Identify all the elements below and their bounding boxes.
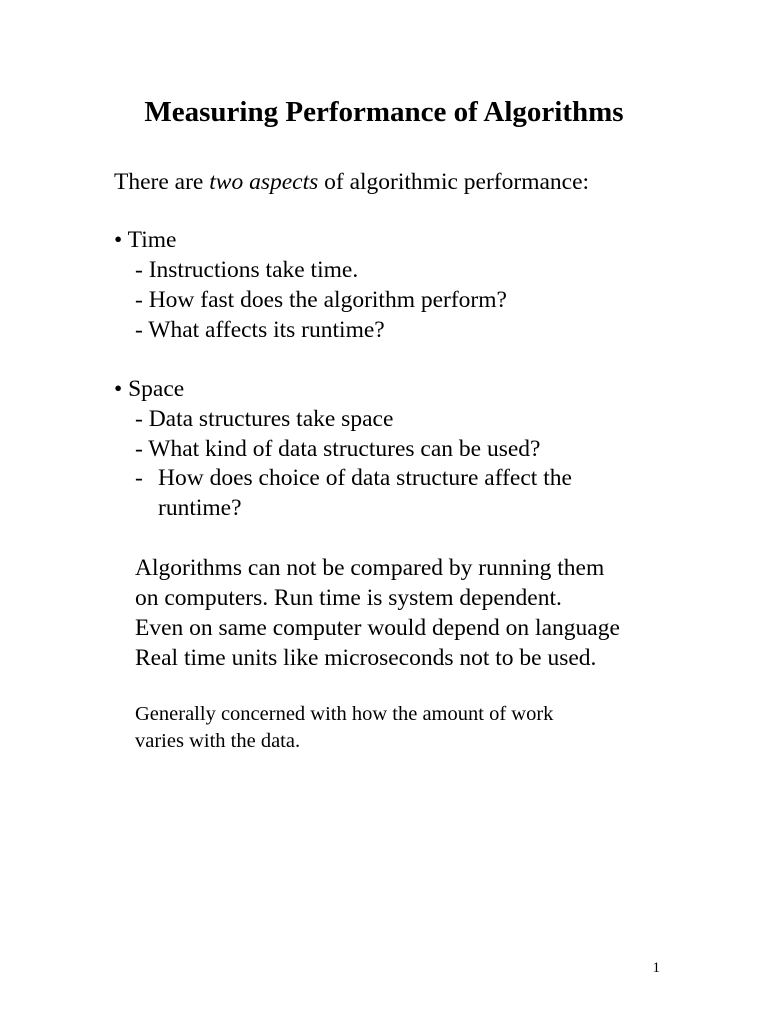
space-item-last xyxy=(135,463,572,493)
space-item-dash: - xyxy=(135,465,143,491)
time-item: - How fast does the algorithm perform? xyxy=(135,287,507,313)
space-item: - Data structures take space xyxy=(135,406,394,432)
intro-text-after: of algorithmic performance: xyxy=(318,169,590,195)
space-item-last-line1: How does choice of data structure affect the xyxy=(158,465,572,491)
intro-emphasis: two aspects xyxy=(209,169,319,195)
bullet-time-heading: • Time xyxy=(114,227,177,253)
paragraph-line: Even on same computer would depend on language xyxy=(135,615,620,641)
paragraph-line: Algorithms can not be compared by running them xyxy=(135,555,605,581)
intro-text-before: There are xyxy=(114,169,210,195)
time-item: - Instructions take time. xyxy=(135,257,359,283)
paragraph-line: Real time units like microseconds not to be used. xyxy=(135,645,597,671)
intro-sentence xyxy=(114,167,589,197)
space-item-last-line2: runtime? xyxy=(158,495,242,521)
page-number: 1 xyxy=(652,960,660,976)
note-line: Generally concerned with how the amount of work xyxy=(135,703,554,725)
bullet-space-heading: • Space xyxy=(114,376,185,402)
note-line: varies with the data. xyxy=(135,730,301,752)
paragraph-line: on computers. Run time is system dependent. xyxy=(135,585,562,611)
time-item: - What affects its runtime? xyxy=(135,317,385,343)
page-title: Measuring Performance of Algorithms xyxy=(144,96,624,128)
space-item: - What kind of data structures can be used? xyxy=(135,436,541,462)
